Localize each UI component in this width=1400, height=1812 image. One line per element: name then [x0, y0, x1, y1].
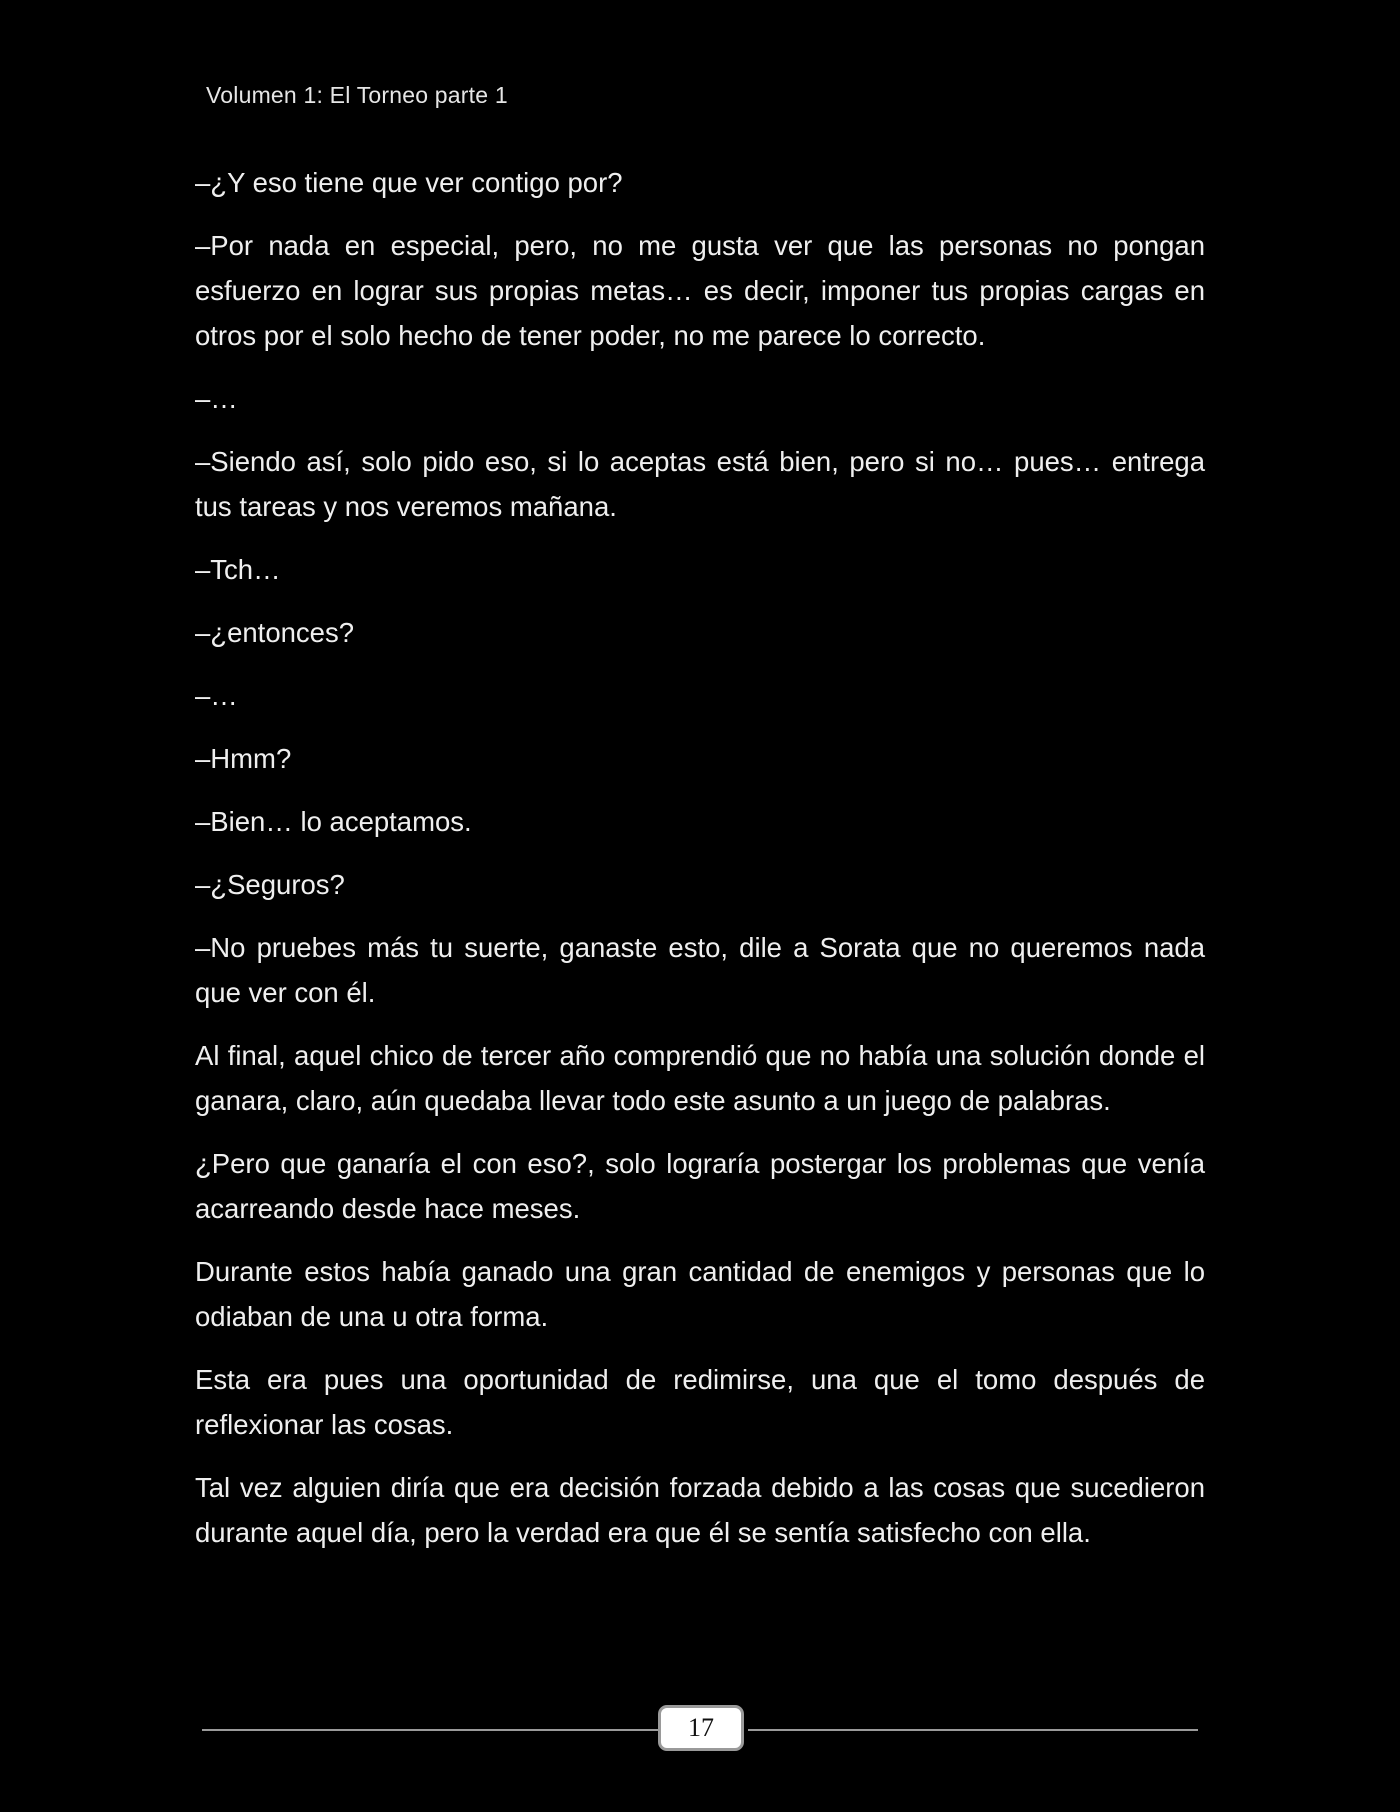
- page-number: 17: [688, 1713, 714, 1742]
- narrative-paragraph: Esta era pues una oportunidad de redimirse, una que el tomo después de reflexionar las cosas.: [195, 1364, 1205, 1440]
- dialogue-line: –Hmm?: [195, 743, 292, 774]
- narrative-paragraph: ¿Pero que ganaría el con eso?, solo lograría postergar los problemas que venía acarreando desde hace meses.: [195, 1148, 1205, 1224]
- dialogue-line: –…: [195, 383, 238, 414]
- dialogue-line: –¿Seguros?: [195, 869, 345, 900]
- footer-rule-left: [202, 1729, 658, 1731]
- dialogue-line: –…: [195, 680, 238, 711]
- running-header: Volumen 1: El Torneo parte 1: [206, 82, 508, 108]
- page-number-badge: [658, 1705, 744, 1751]
- dialogue-line: –No pruebes más tu suerte, ganaste esto, dile a Sorata que no queremos nada que ver con él.: [195, 932, 1205, 1008]
- narrative-paragraph: Durante estos había ganado una gran cantidad de enemigos y personas que lo odiaban de una u otra forma.: [195, 1256, 1205, 1332]
- narrative-paragraph: Tal vez alguien diría que era decisión forzada debido a las cosas que sucedieron durante aquel día, pero la verdad era que él se sentía satisfecho con ella.: [195, 1472, 1205, 1548]
- dialogue-line: –Por nada en especial, pero, no me gusta ver que las personas no pongan esfuerzo en lograr sus propias metas… es decir, imponer tus propias cargas en otros por el solo hecho de tener poder, no me parece lo correcto.: [195, 230, 1205, 351]
- narrative-paragraph: Al final, aquel chico de tercer año comprendió que no había una solución donde el ganara, claro, aún quedaba llevar todo este asunto a un juego de palabras.: [195, 1040, 1205, 1116]
- footer-rule-right: [748, 1729, 1198, 1731]
- dialogue-line: –Siendo así, solo pido eso, si lo aceptas está bien, pero si no… pues… entrega tus tareas y nos veremos mañana.: [195, 446, 1205, 522]
- page-footer: [202, 1705, 1198, 1755]
- body-text: [195, 160, 1205, 1573]
- dialogue-line: –Tch…: [195, 554, 281, 585]
- dialogue-line: –Bien… lo aceptamos.: [195, 806, 472, 837]
- dialogue-line: –¿entonces?: [195, 617, 354, 648]
- dialogue-line: –¿Y eso tiene que ver contigo por?: [195, 167, 623, 198]
